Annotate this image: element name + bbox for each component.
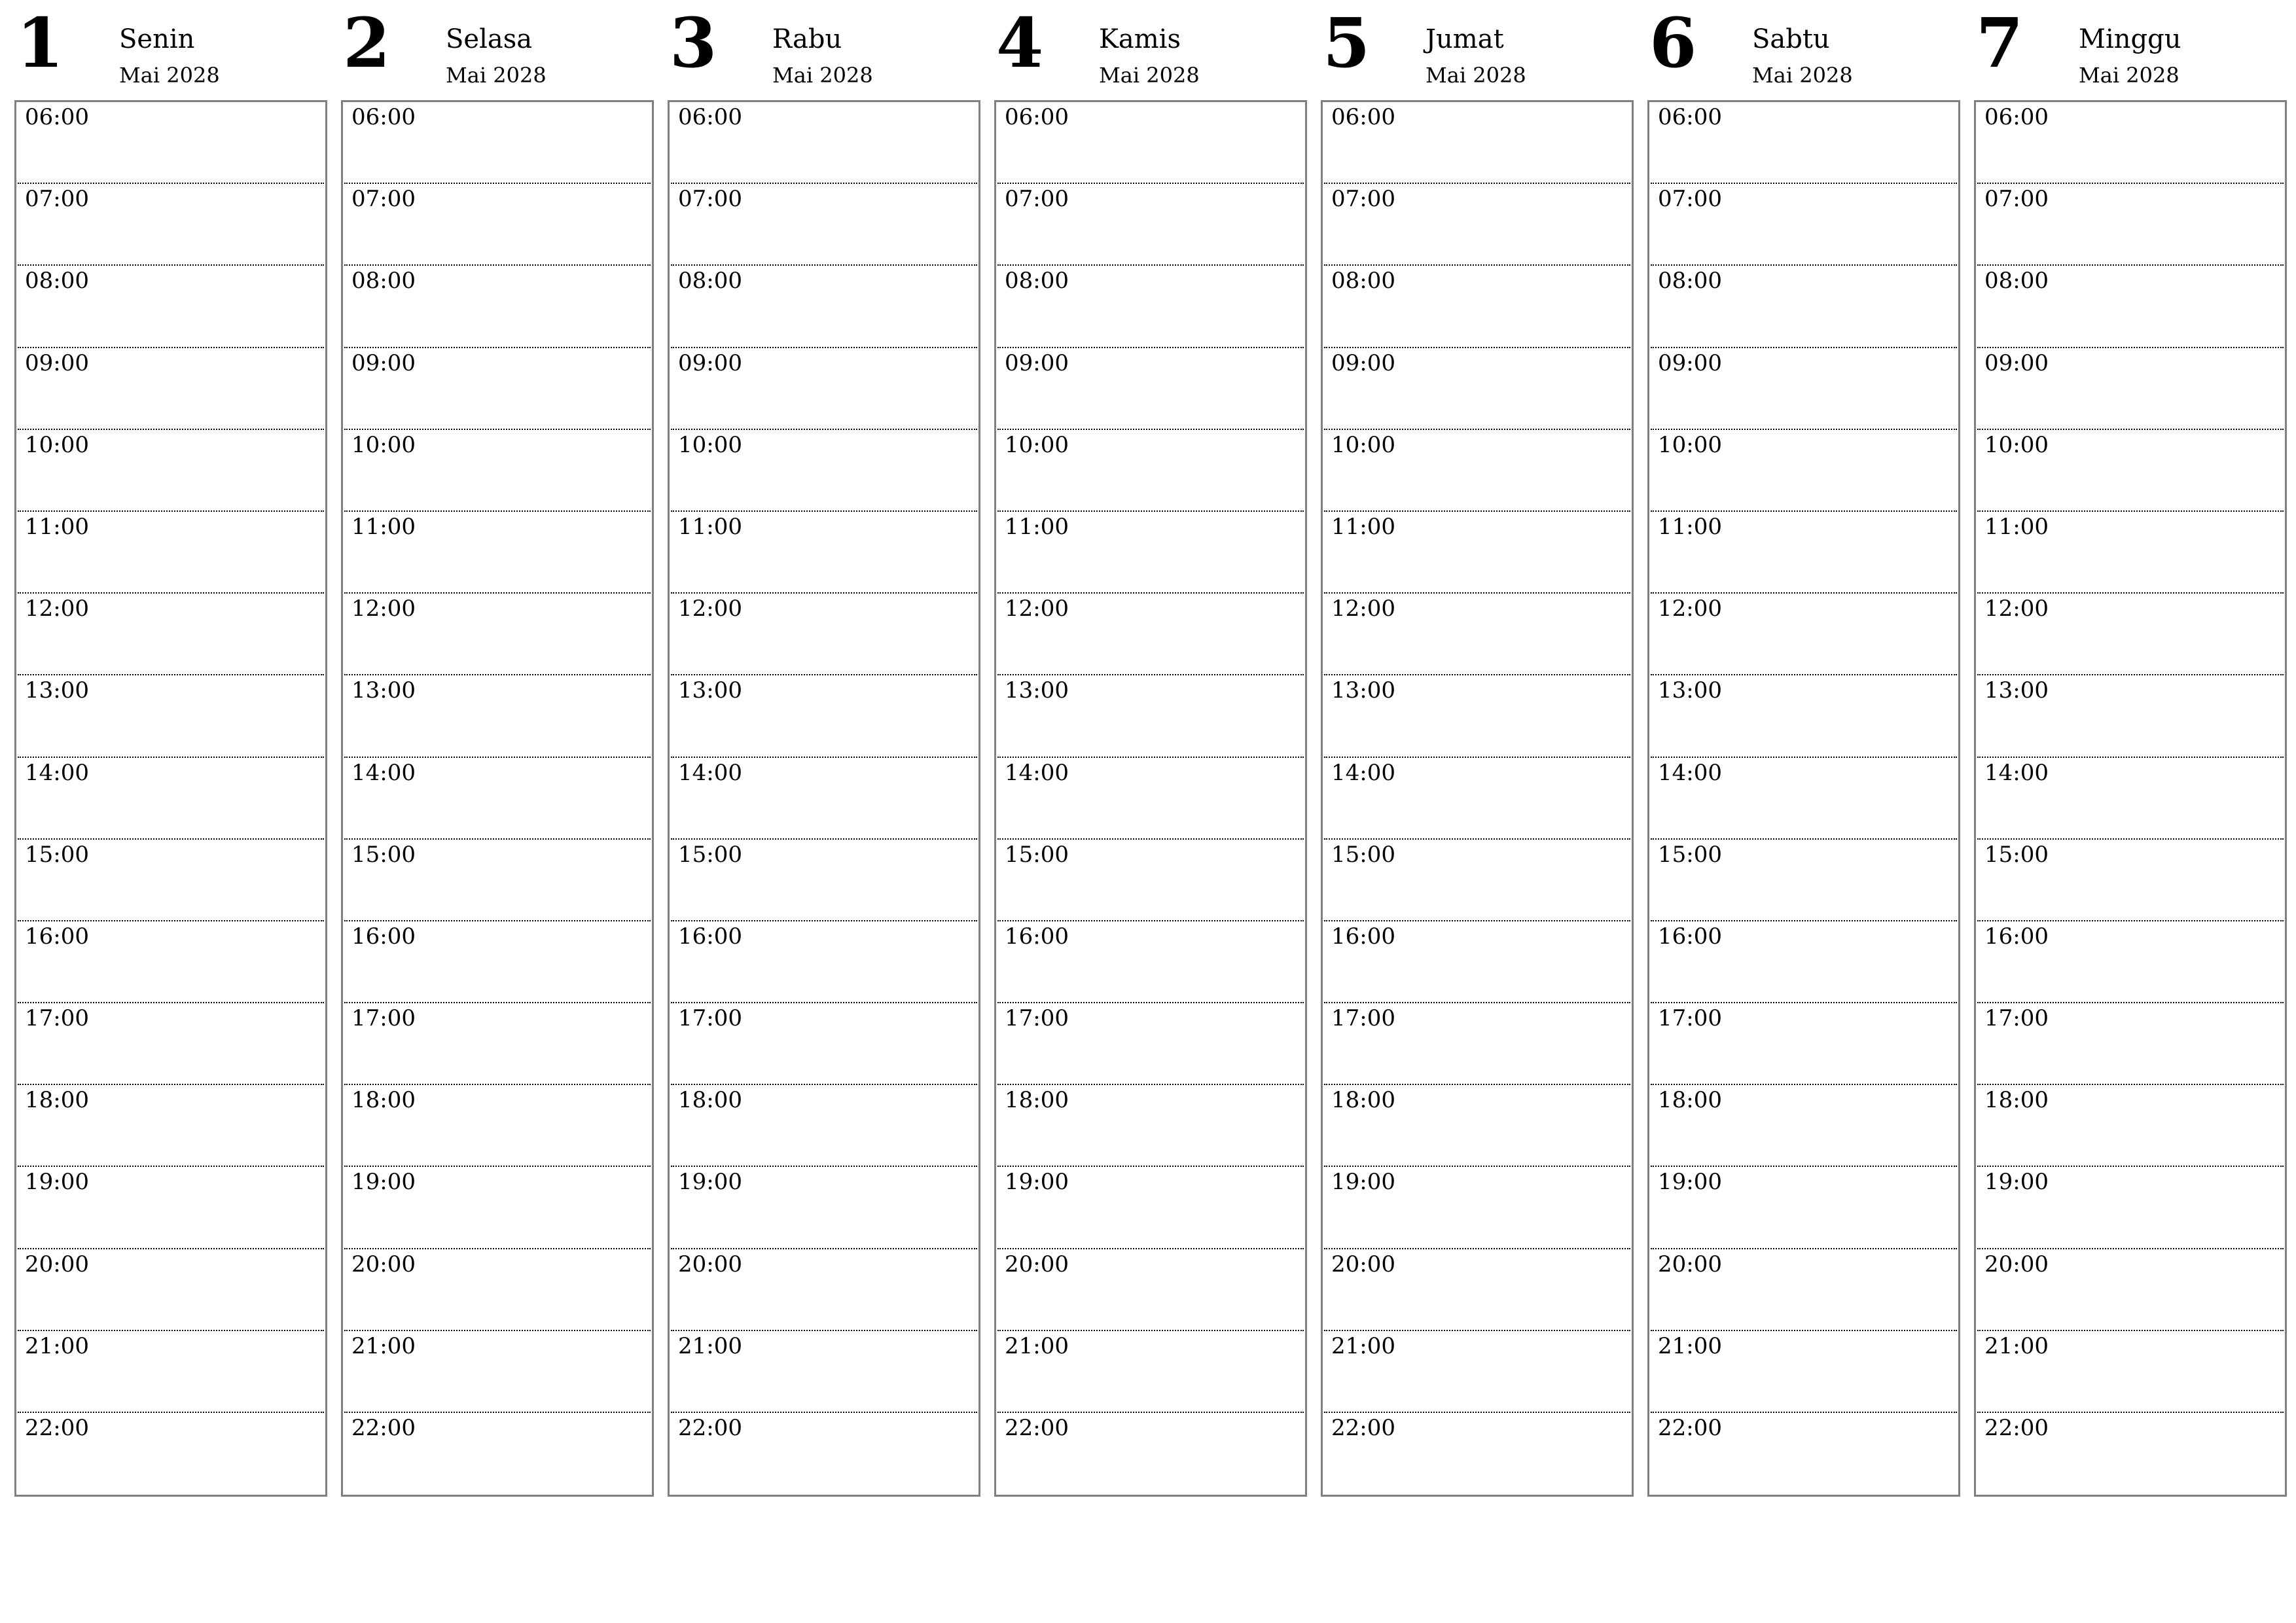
day-month: Mai 2028: [119, 63, 220, 88]
time-label: 13:00: [1984, 677, 2049, 704]
time-slot: [344, 594, 651, 675]
time-slot: [1977, 1003, 2284, 1085]
time-label: 22:00: [1005, 1415, 1069, 1441]
time-slot: [1651, 594, 1957, 675]
day-name: Jumat: [1426, 24, 1504, 54]
day-column: [1974, 0, 2287, 1441]
time-label: 06:00: [1658, 104, 1722, 130]
time-slot: [671, 348, 977, 430]
time-label: 11:00: [351, 513, 416, 540]
time-slot: [1324, 1331, 1630, 1413]
time-label: 10:00: [1984, 431, 2049, 458]
time-slot: [1977, 1085, 2284, 1167]
time-label: 14:00: [678, 759, 742, 786]
time-slot: [344, 430, 651, 512]
time-label: 18:00: [1005, 1087, 1069, 1114]
time-label: 19:00: [1658, 1169, 1722, 1196]
time-label: 15:00: [25, 841, 89, 868]
time-label: 08:00: [1984, 268, 2049, 294]
day-month: Mai 2028: [1099, 63, 1200, 88]
time-label: 20:00: [1984, 1251, 2049, 1277]
time-label: 09:00: [351, 349, 416, 376]
time-label: 14:00: [1005, 759, 1069, 786]
time-slot: [344, 1085, 651, 1167]
time-slot: [18, 348, 324, 430]
time-slot: [1651, 1249, 1957, 1331]
time-slot: [1977, 512, 2284, 594]
time-label: 21:00: [1005, 1332, 1069, 1359]
time-slot: [671, 1167, 977, 1249]
time-label: 16:00: [678, 923, 742, 950]
time-slot: [18, 921, 324, 1003]
time-label: 14:00: [1658, 759, 1722, 786]
time-slot: [997, 512, 1304, 594]
time-label: 07:00: [25, 186, 89, 213]
time-label: 10:00: [351, 431, 416, 458]
time-slot: [997, 348, 1304, 430]
time-label: 15:00: [678, 841, 742, 868]
time-label: 21:00: [1658, 1332, 1722, 1359]
time-slot: [1324, 675, 1630, 757]
time-slot: [1651, 266, 1957, 348]
time-slot: [18, 675, 324, 757]
time-slot: [671, 102, 977, 184]
time-label: 13:00: [1331, 677, 1395, 704]
day-name: Selasa: [446, 24, 533, 54]
time-slot: [1324, 758, 1630, 840]
time-label: 08:00: [678, 268, 742, 294]
time-slot: [1324, 1003, 1630, 1085]
day-header: [1647, 0, 1960, 98]
time-slot: [18, 430, 324, 512]
time-slot: [1977, 921, 2284, 1003]
time-slot: [18, 1085, 324, 1167]
day-schedule-box: [1647, 100, 1960, 1497]
time-slot: [1977, 102, 2284, 184]
time-slot: [1651, 184, 1957, 266]
time-slot: [1324, 594, 1630, 675]
day-column: [341, 0, 654, 1441]
time-label: 22:00: [1331, 1415, 1395, 1441]
time-label: 18:00: [678, 1087, 742, 1114]
day-header: [1974, 0, 2287, 98]
time-label: 12:00: [1658, 596, 1722, 622]
day-header: [1321, 0, 1634, 98]
time-slot: [18, 840, 324, 921]
time-slot: [997, 1331, 1304, 1413]
time-slot: [671, 1085, 977, 1167]
day-schedule-box: [668, 100, 980, 1497]
day-number: 1: [16, 3, 64, 83]
time-label: 19:00: [678, 1169, 742, 1196]
time-slot: [18, 1167, 324, 1249]
day-number: 6: [1649, 3, 1697, 83]
time-label: 08:00: [1658, 268, 1722, 294]
day-number: 3: [670, 3, 717, 83]
time-label: 17:00: [351, 1005, 416, 1032]
time-label: 22:00: [1658, 1415, 1722, 1441]
time-slot: [344, 348, 651, 430]
time-slot: [1977, 594, 2284, 675]
time-slot: [18, 758, 324, 840]
time-slot: [997, 1003, 1304, 1085]
time-label: 20:00: [1005, 1251, 1069, 1277]
time-slot: [671, 266, 977, 348]
time-slot: [997, 102, 1304, 184]
time-label: 15:00: [351, 841, 416, 868]
time-slot: [1324, 102, 1630, 184]
time-slot: [997, 266, 1304, 348]
time-label: 09:00: [25, 349, 89, 376]
time-label: 21:00: [1984, 1332, 2049, 1359]
day-number: 7: [1976, 3, 2024, 83]
time-slot: [1977, 184, 2284, 266]
time-label: 18:00: [1658, 1087, 1722, 1114]
time-slot: [18, 1413, 324, 1495]
time-label: 18:00: [351, 1087, 416, 1114]
time-slot: [344, 102, 651, 184]
day-name: Rabu: [772, 24, 842, 54]
time-slot: [1977, 1249, 2284, 1331]
time-slot: [1651, 1003, 1957, 1085]
time-label: 13:00: [25, 677, 89, 704]
time-label: 14:00: [1331, 759, 1395, 786]
time-slot: [1651, 512, 1957, 594]
time-slot: [18, 1249, 324, 1331]
time-label: 20:00: [678, 1251, 742, 1277]
time-label: 07:00: [351, 186, 416, 213]
time-label: 13:00: [1658, 677, 1722, 704]
time-label: 13:00: [678, 677, 742, 704]
time-slot: [1324, 184, 1630, 266]
day-month: Mai 2028: [2079, 63, 2179, 88]
time-slot: [1977, 675, 2284, 757]
day-column: [994, 0, 1307, 1441]
time-slot: [997, 840, 1304, 921]
time-label: 11:00: [1984, 513, 2049, 540]
time-slot: [1651, 758, 1957, 840]
day-header: [341, 0, 654, 98]
time-label: 19:00: [1005, 1169, 1069, 1196]
time-label: 06:00: [1331, 104, 1395, 130]
time-slot: [1977, 1413, 2284, 1495]
time-label: 21:00: [351, 1332, 416, 1359]
time-slot: [1977, 348, 2284, 430]
time-label: 13:00: [1005, 677, 1069, 704]
time-label: 14:00: [25, 759, 89, 786]
time-slot: [1324, 921, 1630, 1003]
time-label: 20:00: [1331, 1251, 1395, 1277]
time-label: 09:00: [1984, 349, 2049, 376]
time-slot: [671, 840, 977, 921]
time-label: 09:00: [1658, 349, 1722, 376]
day-schedule-box: [1321, 100, 1634, 1497]
time-slot: [1977, 266, 2284, 348]
time-label: 06:00: [1005, 104, 1069, 130]
time-slot: [671, 430, 977, 512]
time-label: 06:00: [25, 104, 89, 130]
time-slot: [344, 1003, 651, 1085]
day-name: Kamis: [1099, 24, 1181, 54]
day-column: [14, 0, 327, 1441]
time-label: 22:00: [351, 1415, 416, 1441]
time-slot: [344, 758, 651, 840]
day-number: 2: [343, 3, 391, 83]
time-label: 09:00: [1005, 349, 1069, 376]
time-label: 17:00: [678, 1005, 742, 1032]
time-slot: [1651, 430, 1957, 512]
time-slot: [18, 1003, 324, 1085]
time-label: 06:00: [1984, 104, 2049, 130]
time-label: 09:00: [1331, 349, 1395, 376]
time-slot: [1324, 512, 1630, 594]
time-label: 10:00: [25, 431, 89, 458]
time-slot: [671, 594, 977, 675]
time-slot: [1324, 1085, 1630, 1167]
time-slot: [344, 1167, 651, 1249]
time-slot: [997, 758, 1304, 840]
time-slot: [18, 1331, 324, 1413]
time-label: 19:00: [1984, 1169, 2049, 1196]
time-label: 18:00: [25, 1087, 89, 1114]
time-label: 21:00: [678, 1332, 742, 1359]
time-slot: [1977, 840, 2284, 921]
day-column: [668, 0, 980, 1441]
time-slot: [18, 266, 324, 348]
time-label: 07:00: [1331, 186, 1395, 213]
time-slot: [1651, 1085, 1957, 1167]
time-slot: [344, 184, 651, 266]
time-label: 16:00: [1331, 923, 1395, 950]
day-schedule-box: [14, 100, 327, 1497]
time-slot: [671, 1003, 977, 1085]
time-slot: [1977, 1167, 2284, 1249]
time-label: 10:00: [1005, 431, 1069, 458]
time-label: 08:00: [25, 268, 89, 294]
time-slot: [1651, 675, 1957, 757]
time-slot: [1324, 1167, 1630, 1249]
time-label: 12:00: [678, 596, 742, 622]
day-month: Mai 2028: [446, 63, 547, 88]
time-slot: [997, 594, 1304, 675]
time-label: 10:00: [678, 431, 742, 458]
time-slot: [1324, 1413, 1630, 1495]
day-month: Mai 2028: [772, 63, 873, 88]
time-label: 14:00: [1984, 759, 2049, 786]
time-label: 12:00: [1331, 596, 1395, 622]
time-slot: [344, 1413, 651, 1495]
time-label: 18:00: [1331, 1087, 1395, 1114]
day-schedule-box: [1974, 100, 2287, 1497]
time-slot: [997, 184, 1304, 266]
time-slot: [1324, 1249, 1630, 1331]
time-label: 21:00: [25, 1332, 89, 1359]
time-slot: [671, 675, 977, 757]
time-label: 12:00: [25, 596, 89, 622]
time-slot: [18, 512, 324, 594]
time-label: 19:00: [1331, 1169, 1395, 1196]
time-label: 12:00: [351, 596, 416, 622]
time-label: 07:00: [1005, 186, 1069, 213]
day-number: 4: [996, 3, 1044, 83]
time-label: 10:00: [1331, 431, 1395, 458]
time-label: 16:00: [351, 923, 416, 950]
time-label: 22:00: [25, 1415, 89, 1441]
day-header: [14, 0, 327, 98]
day-header: [668, 0, 980, 98]
day-header: [994, 0, 1307, 98]
time-label: 19:00: [351, 1169, 416, 1196]
time-label: 07:00: [1984, 186, 2049, 213]
time-slot: [1324, 266, 1630, 348]
time-label: 08:00: [351, 268, 416, 294]
time-slot: [18, 102, 324, 184]
time-slot: [997, 675, 1304, 757]
time-label: 11:00: [25, 513, 89, 540]
time-label: 15:00: [1658, 841, 1722, 868]
day-column: [1647, 0, 1960, 1441]
time-label: 13:00: [351, 677, 416, 704]
time-label: 07:00: [678, 186, 742, 213]
time-label: 16:00: [1658, 923, 1722, 950]
time-label: 17:00: [1331, 1005, 1395, 1032]
time-slot: [1324, 840, 1630, 921]
time-label: 18:00: [1984, 1087, 2049, 1114]
time-label: 11:00: [1005, 513, 1069, 540]
time-label: 17:00: [1005, 1005, 1069, 1032]
day-month: Mai 2028: [1752, 63, 1853, 88]
time-slot: [1651, 840, 1957, 921]
time-label: 16:00: [1984, 923, 2049, 950]
time-label: 12:00: [1984, 596, 2049, 622]
time-slot: [344, 840, 651, 921]
time-slot: [671, 512, 977, 594]
time-slot: [671, 758, 977, 840]
day-schedule-box: [341, 100, 654, 1497]
time-label: 22:00: [678, 1415, 742, 1441]
time-label: 08:00: [1005, 268, 1069, 294]
time-slot: [344, 266, 651, 348]
time-slot: [671, 1413, 977, 1495]
time-slot: [1977, 758, 2284, 840]
time-slot: [344, 1331, 651, 1413]
time-label: 12:00: [1005, 596, 1069, 622]
time-label: 06:00: [351, 104, 416, 130]
time-label: 19:00: [25, 1169, 89, 1196]
time-label: 20:00: [351, 1251, 416, 1277]
time-label: 06:00: [678, 104, 742, 130]
time-slot: [18, 184, 324, 266]
time-label: 07:00: [1658, 186, 1722, 213]
time-label: 14:00: [351, 759, 416, 786]
time-slot: [997, 1167, 1304, 1249]
time-slot: [997, 921, 1304, 1003]
time-label: 17:00: [1658, 1005, 1722, 1032]
time-label: 17:00: [1984, 1005, 2049, 1032]
time-slot: [1651, 102, 1957, 184]
time-label: 22:00: [1984, 1415, 2049, 1441]
day-name: Minggu: [2079, 24, 2181, 54]
time-label: 15:00: [1331, 841, 1395, 868]
time-slot: [671, 1249, 977, 1331]
time-slot: [18, 594, 324, 675]
time-slot: [997, 1413, 1304, 1495]
time-slot: [1324, 430, 1630, 512]
time-slot: [1651, 1331, 1957, 1413]
day-name: Sabtu: [1752, 24, 1830, 54]
day-month: Mai 2028: [1426, 63, 1526, 88]
time-slot: [1651, 1167, 1957, 1249]
time-slot: [1651, 921, 1957, 1003]
time-slot: [997, 1085, 1304, 1167]
time-slot: [1977, 430, 2284, 512]
time-slot: [344, 921, 651, 1003]
time-slot: [671, 921, 977, 1003]
time-label: 11:00: [1331, 513, 1395, 540]
time-slot: [997, 430, 1304, 512]
time-label: 20:00: [1658, 1251, 1722, 1277]
time-label: 15:00: [1005, 841, 1069, 868]
time-slot: [1651, 1413, 1957, 1495]
day-schedule-box: [994, 100, 1307, 1497]
time-label: 20:00: [25, 1251, 89, 1277]
time-label: 21:00: [1331, 1332, 1395, 1359]
time-slot: [344, 1249, 651, 1331]
time-label: 09:00: [678, 349, 742, 376]
time-label: 08:00: [1331, 268, 1395, 294]
time-slot: [997, 1249, 1304, 1331]
time-label: 15:00: [1984, 841, 2049, 868]
time-slot: [671, 184, 977, 266]
time-label: 11:00: [678, 513, 742, 540]
time-slot: [344, 512, 651, 594]
day-name: Senin: [119, 24, 195, 54]
time-slot: [344, 675, 651, 757]
time-slot: [1977, 1331, 2284, 1413]
time-label: 16:00: [1005, 923, 1069, 950]
time-label: 16:00: [25, 923, 89, 950]
time-label: 17:00: [25, 1005, 89, 1032]
time-label: 10:00: [1658, 431, 1722, 458]
time-label: 11:00: [1658, 513, 1722, 540]
day-number: 5: [1323, 3, 1371, 83]
time-slot: [1324, 348, 1630, 430]
time-slot: [671, 1331, 977, 1413]
day-column: [1321, 0, 1634, 1441]
time-slot: [1651, 348, 1957, 430]
